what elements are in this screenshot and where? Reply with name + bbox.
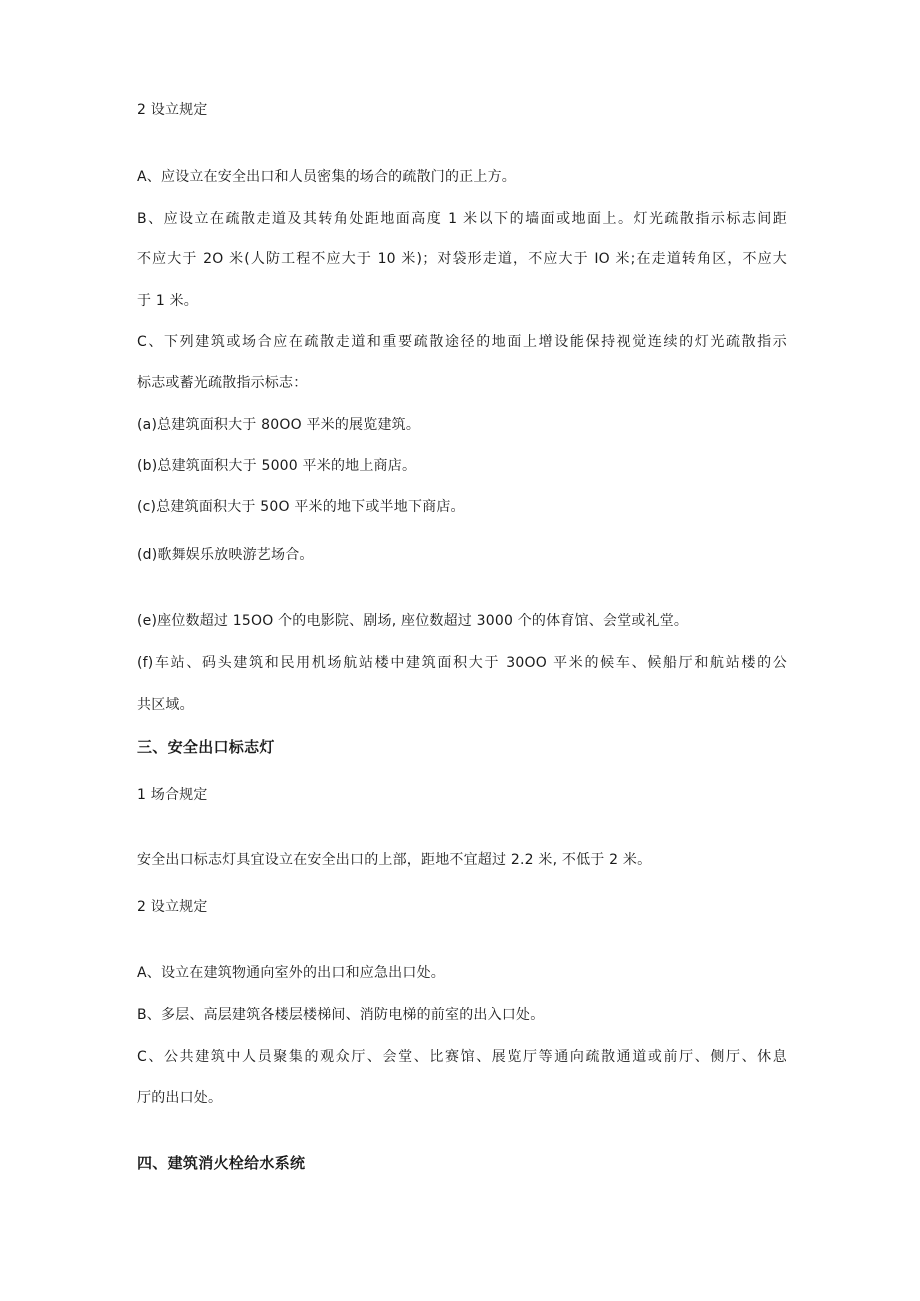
subsection-heading-setup-rules: 2 设立规定	[137, 102, 208, 118]
exit-rule-item-a: A、设立在建筑物通向室外的出口和应急出口处。	[137, 965, 445, 981]
list-item-c: (c)总建筑面积大于 50O 平米的地下或半地下商店。	[137, 499, 465, 515]
exit-rule-item-c-line-2: 厅的出口处。	[137, 1090, 223, 1106]
rule-item-b-line-2: 不应大于 2O 米(人防工程不应大于 10 米)；对袋形走道，不应大于 IO 米;在走道转角区，不应大	[137, 251, 787, 267]
exit-rule-item-b: B、多层、高层建筑各楼层楼梯间、消防电梯的前室的出入口处。	[137, 1007, 545, 1023]
list-item-f-line-1: (f)车站、码头建筑和民用机场航站楼中建筑面积大于 30OO 平米的候车、候船厅和航站楼的公	[137, 655, 787, 671]
placement-rule-text: 安全出口标志灯具宜设立在安全出口的上部，距地不宜超过 2.2 米, 不低于 2 米。	[137, 852, 652, 868]
list-item-a: (a)总建筑面积大于 80OO 平米的展览建筑。	[137, 417, 421, 433]
list-item-d: (d)歌舞娱乐放映游艺场合。	[137, 547, 314, 563]
list-item-f-line-2: 共区域。	[137, 697, 194, 713]
rule-item-b-line-3: 于 1 米。	[137, 293, 199, 309]
list-item-b: (b)总建筑面积大于 5000 平米的地上商店。	[137, 458, 417, 474]
rule-item-c-line-1: C、下列建筑或场合应在疏散走道和重要疏散途径的地面上增设能保持视觉连续的灯光疏散指示	[137, 334, 787, 350]
list-item-e: (e)座位数超过 15OO 个的电影院、剧场, 座位数超过 3000 个的体育馆、会堂或礼堂。	[137, 613, 689, 629]
subsection-heading-placement-rules: 1 场合规定	[137, 787, 208, 803]
section-heading-exit-sign-lamp: 三、安全出口标志灯	[137, 738, 275, 756]
rule-item-a: A、应设立在安全出口和人员密集的场合的疏散门的正上方。	[137, 169, 516, 185]
exit-rule-item-c-line-1: C、公共建筑中人员聚集的观众厅、会堂、比赛馆、展览厅等通向疏散通道或前厅、侧厅、休息	[137, 1049, 787, 1065]
rule-item-c-line-2: 标志或蓄光疏散指示标志：	[137, 375, 308, 391]
rule-item-b-line-1: B、应设立在疏散走道及其转角处距地面高度 1 米以下的墙面或地面上。灯光疏散指示标志间距	[137, 211, 787, 227]
subsection-heading-setup-rules-2: 2 设立规定	[137, 899, 208, 915]
section-heading-hydrant-system: 四、建筑消火栓给水系统	[137, 1154, 306, 1172]
